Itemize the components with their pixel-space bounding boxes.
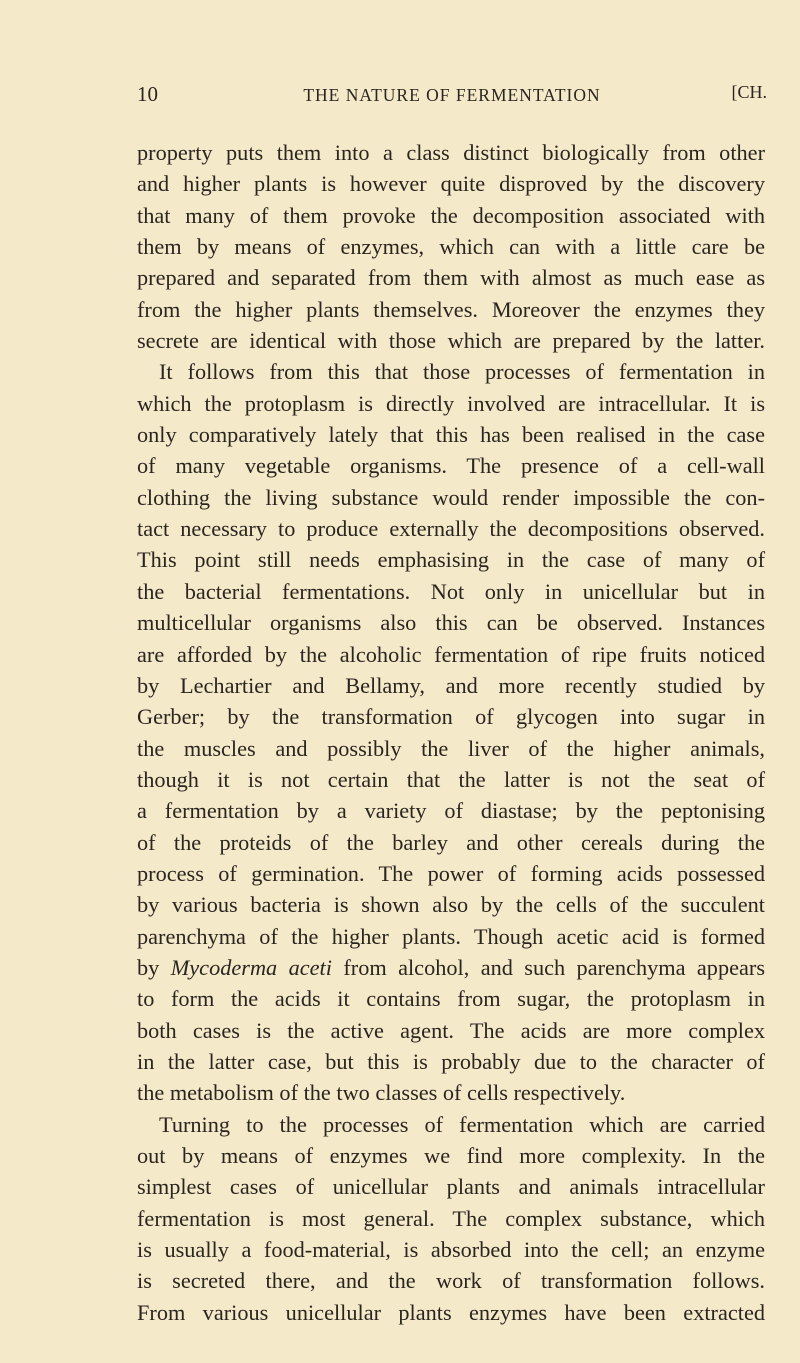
text-line: This point still needs emphasising in the case of many of: [137, 547, 765, 573]
text-line: the metabolism of the two classes of cells respectively.: [137, 1080, 626, 1106]
text-line: in the latter case, but this is probably due to the character of: [137, 1048, 765, 1074]
text-line: and higher plants is however quite disproved by the discovery: [137, 171, 765, 197]
text-line: Gerber; by the transformation of glycogen into sugar in: [137, 704, 765, 730]
text-line: which the protoplasm is directly involved are intracellular. It is: [137, 390, 765, 416]
text-line: from the higher plants themselves. Moreover the enzymes they: [137, 296, 765, 322]
text-line: of many vegetable organisms. The presence of a cell-wall: [137, 453, 765, 479]
running-header: [137, 82, 767, 112]
text-line: fermentation is most general. The complex substance, which: [137, 1205, 765, 1231]
text-line: [137, 952, 765, 983]
text-line: is secreted there, and the work of transformation follows.: [137, 1268, 765, 1294]
text-line: both cases is the active agent. The acids are more complex: [137, 1017, 765, 1043]
text-line: tact necessary to produce externally the decompositions observed.: [137, 516, 765, 542]
text-line: the muscles and possibly the liver of the higher animals,: [137, 735, 765, 761]
text-line: out by means of enzymes we find more complexity. In the: [137, 1143, 765, 1168]
text-line: them by means of enzymes, which can with a little care be: [137, 234, 765, 260]
text-line: only comparatively lately that this has been realised in the case: [137, 422, 765, 448]
text-line: process of germination. The power of forming acids possessed: [137, 860, 765, 886]
text-line: Turning to the processes of fermentation which are carried: [159, 1111, 765, 1137]
text-line: multicellular organisms also this can be observed. Instances: [137, 610, 765, 636]
text-line: that many of them provoke the decomposition associated with: [137, 202, 765, 228]
text-line: to form the acids it contains from sugar, the protoplasm in: [137, 986, 765, 1012]
text-line: a fermentation by a variety of diastase; by the peptonising: [137, 798, 765, 824]
text-line: parenchyma of the higher plants. Though acetic acid is formed: [137, 923, 765, 949]
body-text: [137, 137, 765, 1328]
text-line: prepared and separated from them with almost as much ease as: [137, 265, 765, 291]
page-number: 10: [137, 82, 158, 106]
text-line: the bacterial fermentations. Not only in unicellular but in: [137, 578, 765, 604]
text-line: It follows from this that those processes of fermentation in: [159, 359, 765, 385]
text-line: secrete are identical with those which are prepared by the latter.: [137, 328, 765, 354]
chapter-mark: [CH.: [731, 82, 767, 102]
text-segment: by: [137, 954, 171, 980]
text-line: simplest cases of unicellular plants and animals intracellular: [137, 1174, 765, 1200]
text-line: property puts them into a class distinct biologically from other: [137, 140, 765, 165]
text-line: of the proteids of the barley and other cereals during the: [137, 829, 765, 855]
text-line: by Lechartier and Bellamy, and more recently studied by: [137, 672, 765, 698]
text-line: From various unicellular plants enzymes have been extracted: [137, 1299, 765, 1325]
text-line: is usually a food-material, is absorbed into the cell; an enzyme: [137, 1237, 765, 1263]
text-line: are afforded by the alcoholic fermentation of ripe fruits noticed: [137, 641, 765, 667]
text-segment: from alcohol, and such parenchyma appears: [331, 954, 765, 980]
text-line: clothing the living substance would render impossible the con-: [137, 484, 765, 510]
running-title: THE NATURE OF FERMENTATION: [303, 85, 601, 105]
text-line: though it is not certain that the latter is not the seat of: [137, 766, 765, 792]
text-line: by various bacteria is shown also by the cells of the succulent: [137, 892, 765, 918]
species-name: Mycoderma aceti: [170, 954, 332, 980]
